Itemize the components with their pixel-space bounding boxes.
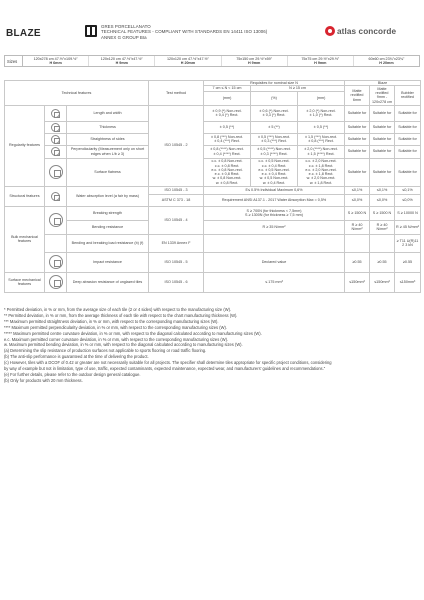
value-cell: Suitable for (370, 105, 395, 121)
header-line-2: TECHNICAL FEATURES - COMPLIANT WITH STANDARDS EN 14411 ISO 13006) (101, 29, 268, 35)
req-line: ± 0,4 (***) Rect. (214, 139, 240, 144)
req-cell: ± 0,5 (**) (298, 121, 345, 133)
footnote: (c) However, tiles with a DCOF of 0.42 or greater are not necessarily suitable for all projects. The specifier shall determine tiles appropriate for specific project conditions, considering (4, 360, 332, 366)
value-cell: ≥0.55 (370, 252, 395, 272)
feature-impact-resistance: Impact resistance (67, 252, 149, 272)
value-cell: S ≥ 1500 N (345, 206, 370, 220)
req-line: ± 2,0 (****) Non-rect. (304, 147, 338, 152)
req-line: ± 0,5 (***) Non-rect. (257, 134, 291, 139)
footnote: (b) Only for products with 20 mm thickness. (4, 377, 83, 383)
logo-mark-icon (325, 26, 335, 36)
req-line: ± 0,3 (****) Rect. (260, 151, 288, 156)
value-cell: ≤0,1% (395, 186, 421, 194)
group-structural: Structural features (5, 186, 45, 206)
head-unit-mm-2: (mm) (298, 91, 345, 105)
feature-bending-load: Bending and breaking load resistance (b) (f) (67, 234, 149, 252)
footnote: ***** Maximum permitted centre curvature deviation, in % or mm, with respect to the diagonal calculated according to manufacturing sizes (W). (4, 330, 262, 336)
icon-cell (45, 158, 67, 186)
value-cell: S ≥ 1500 N (370, 206, 395, 220)
value-cell: ≥0.55 (395, 252, 421, 272)
req-cell (204, 133, 251, 145)
size-dims: 60x60 cm 23¾"x23¾" (368, 57, 405, 61)
icon-cell (45, 121, 67, 133)
req-line: ± 0,9 (*) Non-rect. (212, 108, 242, 113)
size-thickness: H 9mm (247, 61, 261, 66)
icon-cell (45, 133, 67, 145)
value-cell (345, 234, 370, 252)
req-line: w. ± 0,4 Rect. (262, 180, 286, 185)
req-line: e.c. ± 0,8 Non-rect. (211, 167, 243, 172)
collection-name: BLAZE (6, 28, 41, 39)
icon-cell (45, 272, 67, 292)
size-dims: 75x150 cm 29.½"x59" (236, 57, 273, 61)
value-cell: Suitable for (395, 121, 421, 133)
size-thickness: H 9mm (115, 61, 128, 66)
size-thickness: H 20mm (379, 61, 394, 66)
req-cell (204, 158, 251, 186)
test-iso-regularity: ISO 10545 - 2 (149, 105, 204, 186)
test-impact: ISO 10545 - 5 (149, 252, 204, 272)
group-bulk-mechanical: Bulk mechanical features (5, 206, 45, 272)
req-cell (204, 145, 251, 158)
req-line: w. ± 0,8 Non-rect. (212, 176, 242, 181)
req-line: e.c. ± 0,8 Rect. (214, 172, 240, 177)
feature-straightness: Straightness of sides (67, 133, 149, 145)
footnote: (a) Determining the slip resistance of production surfaces not applicable to sports flooring or road traffic flooring. (4, 348, 207, 354)
size-cell (288, 56, 354, 66)
group-surface-mechanical: Surface mechanical features (5, 272, 45, 292)
size-thickness: H 6mm (49, 61, 62, 66)
sizes-label: Sizes (5, 56, 23, 66)
req-line: c.c. ± 0,4 Rect. (261, 163, 287, 168)
test-water-iso: ISO 10545 - 3 (149, 186, 204, 194)
value-cell: Suitable for (395, 145, 421, 158)
value-cell: Suitable for (345, 121, 370, 133)
test-abrasion: ISO 10545 - 6 (149, 272, 204, 292)
header-info (101, 24, 267, 40)
req-line: ± 0,3 (*) Rect. (262, 113, 286, 118)
req-cell: ± 0,5 (**) (204, 121, 251, 133)
req-line: ± 0,6 (*) Non-rect. (259, 108, 289, 113)
size-dims: 120x278 cm 47.½"x109.½" (33, 57, 78, 61)
value-cell: ≤150mm³ (395, 272, 421, 292)
footnotes (4, 307, 420, 384)
req-line: w. ± 0,8 Rect. (215, 180, 239, 185)
icon-cell (45, 234, 67, 252)
footnote: (e) For further details, please refer to the outdoor design general catalogue. (4, 371, 141, 377)
header-line-1: GRES PORCELLANATO (101, 24, 151, 29)
head-col-matte-2: Matte rectified 9mm - 120x278 cm (370, 86, 395, 105)
req-line: e.c. ± 2,0 Non-rect. (305, 167, 337, 172)
req-cell: ± 5 (**) (251, 121, 298, 133)
value-cell: Suitable for (395, 133, 421, 145)
head-col-matte: Matte rectified 6mm (345, 86, 370, 105)
req-water: E≤ 0.5% Individual Maximum 0,6% (204, 186, 345, 194)
group-regularity: Regularity features (5, 105, 45, 186)
footnote: * Permitted deviation, in % or mm, from the average size of each tile (2 or 4 sides) with respect to the manufacturing size (W). (4, 307, 232, 312)
size-dims: 120x120 cm 47.½"x47.½" (166, 57, 209, 61)
footnote: *** Maximum permitted straightness deviation, in % or mm, with respect to the corresponding manufacturing sizes (W). (4, 318, 219, 324)
feature-bending-resistance: Bending resistance (67, 220, 149, 234)
req-line: ± 0,3 (***) Rect. (261, 139, 287, 144)
feature-surface-flatness: Surface flatness (67, 158, 149, 186)
breaking-strength-icon (49, 213, 63, 227)
length-width-icon (51, 109, 60, 118)
feature-water-absorption: Water absorption level (a fair by mass) (67, 186, 149, 206)
feature-breaking-strength: Breaking strength (67, 206, 149, 220)
impact-resistance-icon (49, 255, 63, 269)
value-cell: ≤0,1% (370, 186, 395, 194)
value-cell: S ≥ 10000 N (395, 206, 421, 220)
req-line: ± 0,4 (****) Rect. (213, 151, 241, 156)
head-unit-pct: (%) (251, 91, 298, 105)
water-drop-icon (51, 192, 60, 201)
footnote: **** Maximum permitted perpendicularity deviation, in % or mm, with respect to the corresponding manufacturing sizes (W). (4, 324, 227, 330)
head-blaze: Blaze (345, 81, 421, 86)
req-impact: Declared value (204, 252, 345, 272)
size-cell (155, 56, 221, 66)
req-line: e.c. ± 1,8 Rect. (308, 172, 334, 177)
value-cell: Suitable for (345, 133, 370, 145)
porcelain-stoneware-icon (85, 25, 97, 37)
req-line: e.c. ± 0,5 Non-rect. (258, 167, 290, 172)
test-en-1339: EN 1339 Annex F (149, 234, 204, 252)
value-cell: ≤0,0% (370, 194, 395, 206)
value-cell: Suitable for (395, 105, 421, 121)
req-line: ± 1,5 (****) Rect. (307, 151, 335, 156)
req-cell (298, 105, 345, 121)
req-line: ± 0,8 (***) Rect. (308, 139, 334, 144)
value-cell: Suitable for (370, 158, 395, 186)
size-thickness: H 20mm (180, 61, 196, 66)
size-dims: 75x75 cm 29.½"x29.½" (301, 57, 340, 61)
footnote: w. Maximum permitted bending deviation, in % or mm, with respect to the diagonal calculated according to manufacturing sizes (W). (4, 342, 243, 348)
value-cell: Suitable for (345, 105, 370, 121)
value-cell: Suitable for (370, 121, 395, 133)
logo-text: atlas concorde (337, 26, 397, 36)
req-line: c.c. ± 0,8 Rect. (214, 163, 240, 168)
value-cell: ≤150mm³ (370, 272, 395, 292)
req-line: e.c. ± 0,4 Rect. (261, 172, 287, 177)
req-line: c.c. ± 1,8 Rect. (308, 163, 334, 168)
value-cell: R ≥ 45 N/mm² (395, 220, 421, 234)
head-requisites: Requisites for nominal size N (204, 81, 345, 86)
value-cell: Suitable for (395, 158, 421, 186)
req-cell (251, 105, 298, 121)
req-line: w. ± 2,0 Non-rect. (306, 176, 336, 181)
header-line-3: ANNEX G GROUP BIa (101, 34, 147, 40)
req-cell (298, 145, 345, 158)
value-cell: Suitable for (370, 133, 395, 145)
head-technical-features: Technical features (5, 81, 149, 106)
req-line: ± 0,8 (***) Non-rect. (210, 134, 244, 139)
test-astm: ASTM C 373 - 18 (149, 194, 204, 206)
value-cell: ≤150mm³ (345, 272, 370, 292)
head-req-15: N ≥ 15 cm (251, 86, 345, 91)
req-line: w. ± 0,5 Non-rect. (259, 176, 289, 181)
straightness-icon (51, 135, 60, 144)
icon-cell (45, 206, 67, 234)
size-dims: 120x120 cm 47.½"x47.½" (100, 57, 143, 61)
footnote: (b) The anti-slip performance is guaranteed at the time of delivering the product. (4, 354, 149, 360)
value-cell: ≤0,0% (345, 194, 370, 206)
value-cell: Suitable for (345, 145, 370, 158)
feature-perpendicularity: Perpendicularity (Measurement only on short edges when L/b ≥ 3) (67, 145, 149, 158)
size-cell (23, 56, 89, 66)
icon-cell (45, 105, 67, 121)
value-cell: Suitable for (345, 158, 370, 186)
req-breaking (204, 206, 345, 220)
req-cell (251, 145, 298, 158)
footnote: by way of example but not in limitation, type of use, traffic, expected contaminants, expected maintenance, expected wear, and manufacturers' guidelines and recommendations." (4, 366, 326, 372)
req-cell (298, 158, 345, 186)
technical-features-table (4, 80, 421, 293)
value-cell: Suitable for (370, 145, 395, 158)
req-line: ± 0,5 (****) Non-rect. (257, 147, 291, 152)
req-line: ± 0,4 (*) Rect. (215, 113, 239, 118)
size-cell (354, 56, 419, 66)
req-cell (251, 158, 298, 186)
footnote: ** Permitted deviation, in % or mm, from the average thickness of each tile with respect to the chart manufacturing thickness (W). (4, 312, 238, 318)
value-cell: R ≥ 40 N/mm² (370, 220, 395, 234)
value-cell: ≥ T11 U(R)11 2 3 kN (395, 234, 421, 252)
thickness-icon (51, 123, 60, 132)
head-req-7: 7 cm ≤ N < 15 cm (204, 86, 251, 91)
req-resistance: R ≥ 35 N/mm² (204, 220, 345, 234)
value-cell: ≤0,0% (395, 194, 421, 206)
head-test-method: Test method (149, 81, 204, 106)
value-cell: R ≥ 40 N/mm² (345, 220, 370, 234)
req-line: c.c. ± 2,0 Non-rect. (305, 159, 337, 164)
req-line: ± 2,0 (*) Non-rect. (306, 108, 336, 113)
req-abrasion: ≤ 175 mm³ (204, 272, 345, 292)
req-line: w. ± 1,8 Rect. (309, 180, 333, 185)
icon-cell (45, 252, 67, 272)
feature-thickness: Thickness (67, 121, 149, 133)
feature-length: Length and width (67, 105, 149, 121)
req-line: ± 1,5 (***) Non-rect. (304, 134, 338, 139)
size-cell (222, 56, 288, 66)
feature-abrasion: Deep abrasion resistance of unglazed tiles (67, 272, 149, 292)
head-col-bubble: Bubbler rectified (395, 86, 421, 105)
test-iso-bulk: ISO 10545 - 4 (149, 206, 204, 234)
surface-flatness-icon (49, 165, 63, 179)
value-cell: ≥0.55 (345, 252, 370, 272)
req-astm: Requirement ANSI A137.1 - 2017 Water Absorption Max = 0,5% (204, 194, 345, 206)
req-bending-load (204, 234, 345, 252)
req-line: S ≥ 1300N (for thickness ≥ 7,5 mm) (245, 213, 303, 218)
head-unit-mm: (mm) (204, 91, 251, 105)
abrasion-icon (49, 275, 63, 289)
value-cell: ≤0,1% (345, 186, 370, 194)
value-cell (370, 234, 395, 252)
req-line: c.c. ± 0,8 Non-rect. (211, 159, 243, 164)
req-cell (204, 105, 251, 121)
icon-cell (45, 145, 67, 158)
req-cell (298, 133, 345, 145)
req-line: S ≥ 700N (for thickness < 7,5mm) (246, 208, 302, 213)
size-thickness: H 9mm (314, 61, 327, 66)
sizes-row (4, 55, 420, 67)
atlas-concorde-logo (325, 26, 396, 36)
req-cell (251, 133, 298, 145)
req-line: ± 0,8 (****) Non-rect. (210, 147, 244, 152)
req-line: c.c. ± 0,5 Non-rect. (258, 159, 290, 164)
req-line: ± 1,0 (*) Rect. (309, 113, 333, 118)
size-cell (89, 56, 155, 66)
icon-cell (45, 186, 67, 206)
perpendicularity-icon (51, 147, 60, 156)
footnote: e.c. Maximum permitted corner curvature deviation, in % or mm, with respect to the corresponding manufacturing sizes (W). (4, 336, 229, 342)
